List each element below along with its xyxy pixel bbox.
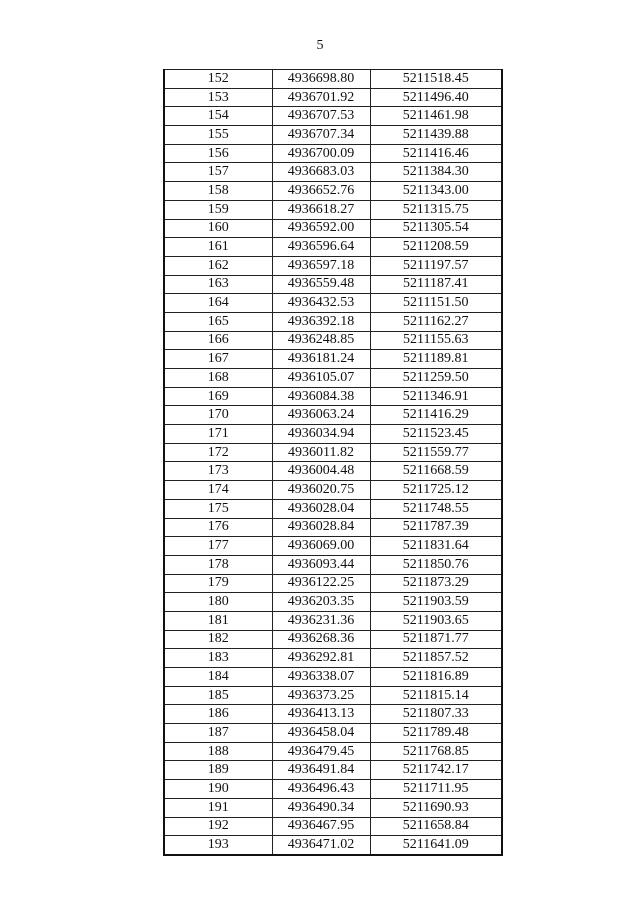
table-row [164, 182, 502, 201]
y-coordinate-cell: 5211187.41 [370, 275, 502, 294]
page-number: 5 [316, 38, 324, 53]
point-number-cell: 152 [164, 70, 272, 89]
y-coordinate-cell: 5211668.59 [370, 462, 502, 481]
x-coordinate-cell: 4936700.09 [272, 144, 370, 163]
table-row [164, 555, 502, 574]
y-coordinate-cell: 5211873.29 [370, 574, 502, 593]
y-coordinate-cell: 5211787.39 [370, 518, 502, 537]
x-coordinate-cell: 4936413.13 [272, 705, 370, 724]
x-coordinate-cell: 4936707.53 [272, 107, 370, 126]
x-coordinate-cell: 4936028.04 [272, 499, 370, 518]
point-number-cell: 162 [164, 256, 272, 275]
point-number-cell: 154 [164, 107, 272, 126]
point-number-cell: 184 [164, 668, 272, 687]
x-coordinate-cell: 4936028.84 [272, 518, 370, 537]
table-row [164, 780, 502, 799]
point-number-cell: 180 [164, 593, 272, 612]
y-coordinate-cell: 5211850.76 [370, 555, 502, 574]
point-number-cell: 190 [164, 780, 272, 799]
point-number-cell: 167 [164, 350, 272, 369]
coordinates-table-body [164, 70, 502, 855]
table-row [164, 817, 502, 836]
x-coordinate-cell: 4936063.24 [272, 406, 370, 425]
y-coordinate-cell: 5211523.45 [370, 425, 502, 444]
table-row [164, 369, 502, 388]
y-coordinate-cell: 5211259.50 [370, 369, 502, 388]
x-coordinate-cell: 4936683.03 [272, 163, 370, 182]
point-number-cell: 163 [164, 275, 272, 294]
x-coordinate-cell: 4936034.94 [272, 425, 370, 444]
table-row [164, 387, 502, 406]
x-coordinate-cell: 4936011.82 [272, 443, 370, 462]
y-coordinate-cell: 5211343.00 [370, 182, 502, 201]
y-coordinate-cell: 5211857.52 [370, 649, 502, 668]
point-number-cell: 174 [164, 481, 272, 500]
x-coordinate-cell: 4936248.85 [272, 331, 370, 350]
y-coordinate-cell: 5211439.88 [370, 126, 502, 145]
x-coordinate-cell: 4936020.75 [272, 481, 370, 500]
y-coordinate-cell: 5211518.45 [370, 70, 502, 89]
point-number-cell: 172 [164, 443, 272, 462]
y-coordinate-cell: 5211346.91 [370, 387, 502, 406]
y-coordinate-cell: 5211416.46 [370, 144, 502, 163]
point-number-cell: 178 [164, 555, 272, 574]
table-row [164, 312, 502, 331]
x-coordinate-cell: 4936479.45 [272, 742, 370, 761]
table-row [164, 724, 502, 743]
table-row [164, 294, 502, 313]
y-coordinate-cell: 5211789.48 [370, 724, 502, 743]
y-coordinate-cell: 5211384.30 [370, 163, 502, 182]
x-coordinate-cell: 4936268.36 [272, 630, 370, 649]
x-coordinate-cell: 4936392.18 [272, 312, 370, 331]
point-number-cell: 166 [164, 331, 272, 350]
point-number-cell: 191 [164, 798, 272, 817]
y-coordinate-cell: 5211151.50 [370, 294, 502, 313]
point-number-cell: 187 [164, 724, 272, 743]
point-number-cell: 177 [164, 537, 272, 556]
point-number-cell: 160 [164, 219, 272, 238]
x-coordinate-cell: 4936004.48 [272, 462, 370, 481]
table-row [164, 499, 502, 518]
point-number-cell: 158 [164, 182, 272, 201]
x-coordinate-cell: 4936292.81 [272, 649, 370, 668]
point-number-cell: 188 [164, 742, 272, 761]
y-coordinate-cell: 5211871.77 [370, 630, 502, 649]
x-coordinate-cell: 4936093.44 [272, 555, 370, 574]
x-coordinate-cell: 4936471.02 [272, 836, 370, 855]
x-coordinate-cell: 4936698.80 [272, 70, 370, 89]
y-coordinate-cell: 5211725.12 [370, 481, 502, 500]
y-coordinate-cell: 5211690.93 [370, 798, 502, 817]
coordinates-table [163, 69, 503, 856]
point-number-cell: 153 [164, 88, 272, 107]
point-number-cell: 156 [164, 144, 272, 163]
x-coordinate-cell: 4936559.48 [272, 275, 370, 294]
table-row [164, 537, 502, 556]
table-row [164, 668, 502, 687]
y-coordinate-cell: 5211816.89 [370, 668, 502, 687]
y-coordinate-cell: 5211208.59 [370, 238, 502, 257]
table-row [164, 798, 502, 817]
x-coordinate-cell: 4936618.27 [272, 200, 370, 219]
y-coordinate-cell: 5211189.81 [370, 350, 502, 369]
table-row [164, 331, 502, 350]
point-number-cell: 179 [164, 574, 272, 593]
y-coordinate-cell: 5211162.27 [370, 312, 502, 331]
table-row [164, 518, 502, 537]
y-coordinate-cell: 5211903.59 [370, 593, 502, 612]
table-row [164, 256, 502, 275]
x-coordinate-cell: 4936432.53 [272, 294, 370, 313]
point-number-cell: 155 [164, 126, 272, 145]
x-coordinate-cell: 4936338.07 [272, 668, 370, 687]
table-row [164, 686, 502, 705]
table-row [164, 107, 502, 126]
table-row [164, 836, 502, 855]
point-number-cell: 186 [164, 705, 272, 724]
point-number-cell: 189 [164, 761, 272, 780]
y-coordinate-cell: 5211305.54 [370, 219, 502, 238]
x-coordinate-cell: 4936496.43 [272, 780, 370, 799]
point-number-cell: 157 [164, 163, 272, 182]
point-number-cell: 159 [164, 200, 272, 219]
table-row [164, 163, 502, 182]
x-coordinate-cell: 4936203.35 [272, 593, 370, 612]
table-row [164, 593, 502, 612]
point-number-cell: 171 [164, 425, 272, 444]
y-coordinate-cell: 5211742.17 [370, 761, 502, 780]
x-coordinate-cell: 4936458.04 [272, 724, 370, 743]
x-coordinate-cell: 4936467.95 [272, 817, 370, 836]
y-coordinate-cell: 5211807.33 [370, 705, 502, 724]
table-row [164, 275, 502, 294]
x-coordinate-cell: 4936592.00 [272, 219, 370, 238]
y-coordinate-cell: 5211559.77 [370, 443, 502, 462]
table-row [164, 88, 502, 107]
y-coordinate-cell: 5211748.55 [370, 499, 502, 518]
y-coordinate-cell: 5211641.09 [370, 836, 502, 855]
table-row [164, 443, 502, 462]
y-coordinate-cell: 5211416.29 [370, 406, 502, 425]
table-row [164, 144, 502, 163]
table-row [164, 481, 502, 500]
table-row [164, 611, 502, 630]
point-number-cell: 161 [164, 238, 272, 257]
table-row [164, 219, 502, 238]
y-coordinate-cell: 5211658.84 [370, 817, 502, 836]
x-coordinate-cell: 4936652.76 [272, 182, 370, 201]
x-coordinate-cell: 4936491.84 [272, 761, 370, 780]
point-number-cell: 168 [164, 369, 272, 388]
point-number-cell: 165 [164, 312, 272, 331]
y-coordinate-cell: 5211315.75 [370, 200, 502, 219]
table-row [164, 406, 502, 425]
table-row [164, 350, 502, 369]
x-coordinate-cell: 4936105.07 [272, 369, 370, 388]
table-row [164, 70, 502, 89]
y-coordinate-cell: 5211768.85 [370, 742, 502, 761]
table-row [164, 649, 502, 668]
table-row [164, 761, 502, 780]
x-coordinate-cell: 4936490.34 [272, 798, 370, 817]
x-coordinate-cell: 4936181.24 [272, 350, 370, 369]
point-number-cell: 181 [164, 611, 272, 630]
point-number-cell: 173 [164, 462, 272, 481]
table-row [164, 462, 502, 481]
x-coordinate-cell: 4936701.92 [272, 88, 370, 107]
point-number-cell: 170 [164, 406, 272, 425]
y-coordinate-cell: 5211831.64 [370, 537, 502, 556]
x-coordinate-cell: 4936084.38 [272, 387, 370, 406]
table-row [164, 200, 502, 219]
x-coordinate-cell: 4936707.34 [272, 126, 370, 145]
x-coordinate-cell: 4936373.25 [272, 686, 370, 705]
table-row [164, 238, 502, 257]
table-row [164, 705, 502, 724]
x-coordinate-cell: 4936069.00 [272, 537, 370, 556]
y-coordinate-cell: 5211155.63 [370, 331, 502, 350]
point-number-cell: 169 [164, 387, 272, 406]
point-number-cell: 193 [164, 836, 272, 855]
x-coordinate-cell: 4936231.36 [272, 611, 370, 630]
point-number-cell: 164 [164, 294, 272, 313]
point-number-cell: 176 [164, 518, 272, 537]
y-coordinate-cell: 5211197.57 [370, 256, 502, 275]
table-row [164, 574, 502, 593]
point-number-cell: 183 [164, 649, 272, 668]
table-row [164, 630, 502, 649]
table-row [164, 742, 502, 761]
point-number-cell: 175 [164, 499, 272, 518]
y-coordinate-cell: 5211711.95 [370, 780, 502, 799]
y-coordinate-cell: 5211461.98 [370, 107, 502, 126]
table-row [164, 126, 502, 145]
x-coordinate-cell: 4936122.25 [272, 574, 370, 593]
y-coordinate-cell: 5211815.14 [370, 686, 502, 705]
point-number-cell: 192 [164, 817, 272, 836]
point-number-cell: 182 [164, 630, 272, 649]
table-row [164, 425, 502, 444]
y-coordinate-cell: 5211903.65 [370, 611, 502, 630]
x-coordinate-cell: 4936596.64 [272, 238, 370, 257]
point-number-cell: 185 [164, 686, 272, 705]
x-coordinate-cell: 4936597.18 [272, 256, 370, 275]
y-coordinate-cell: 5211496.40 [370, 88, 502, 107]
